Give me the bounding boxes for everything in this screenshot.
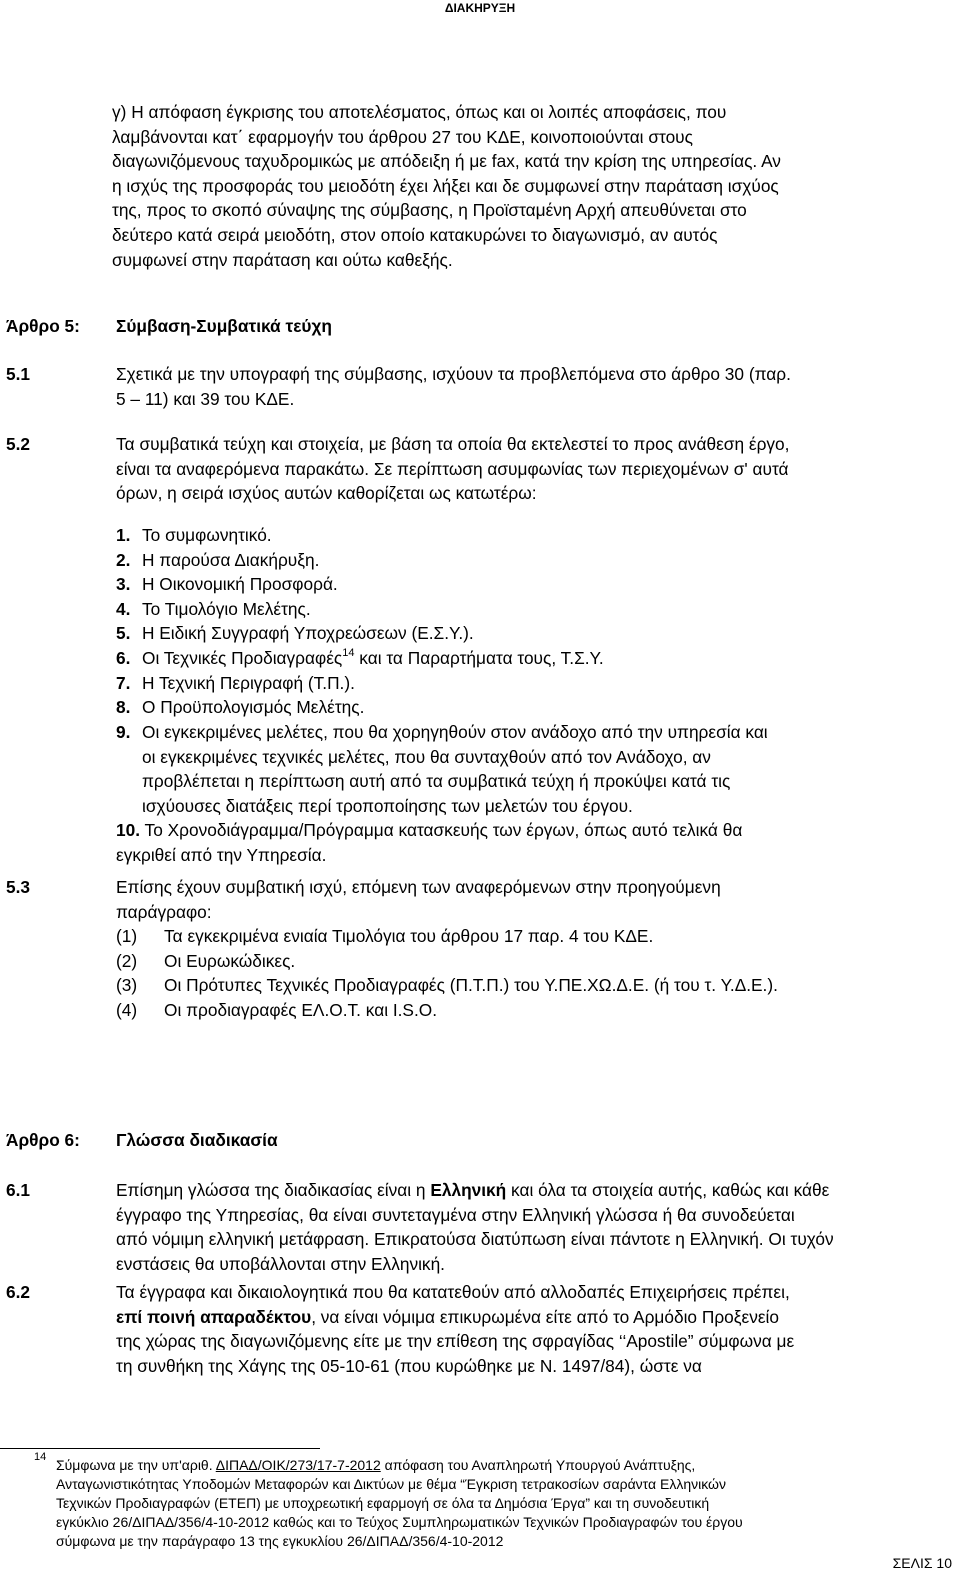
list-item: (3) Οι Πρότυπες Τεχνικές Προδιαγραφές (Π.Τ.Π.) του Υ.ΠΕ.ΧΩ.Δ.Ε. (ή του τ. Υ.Δ.Ε.). (116, 975, 778, 996)
list-item: 7. Η Τεχνική Περιγραφή (Τ.Π.). (116, 672, 355, 693)
article-6-label: Άρθρο 6: (6, 1130, 80, 1150)
section-5-2-number: 5.2 (6, 434, 31, 454)
list-item: 1. Το συμφωνητικό. (116, 525, 272, 545)
intro-line: συμφωνεί στην παράταση και ούτω καθεξής. (112, 249, 453, 270)
list-item: (1) Τα εγκεκριμένα ενιαία Τιμολόγια του άρθρου 17 παρ. 4 του ΚΔΕ. (116, 926, 654, 947)
article-5-title: Σύμβαση-Συμβατικά τεύχη (116, 316, 332, 336)
section-6-2-line: της χώρας της διαγωνιζόμενης είτε με την επίθεση της σφραγίδας ‘‘Apostile” σύμφωνα με (116, 1331, 795, 1352)
list-item: 4. Το Τιμολόγιο Μελέτης. (116, 598, 311, 619)
contract-documents-list (116, 523, 956, 720)
intro-line: η ισχύς της προσφοράς του μειοδότη έχει λήξει και δε συμφωνεί στην παράταση ισχύος (112, 175, 779, 196)
intro-line: λαμβάνονται κατ΄ εφαρμογήν του άρθρου 27 του ΚΔΕ, κοινοποιούνται στους (112, 126, 693, 147)
footnote-line: Τεχνικών Προδιαγραφών (ΕΤΕΠ) με υποχρεωτική εφαρμογή σε όλα τα Δημόσια Έργα” και τη συνοδευτική (56, 1495, 710, 1511)
section-5-3-number: 5.3 (6, 877, 31, 897)
list-item-9-line: οι εγκεκριμένες τεχνικές μελέτες, που θα συνταχθούν από τον Ανάδοχο, αν (142, 746, 711, 767)
section-6-2-line: επί ποινή απαραδέκτου, να είναι νόμιμα επικυρωμένα είτε από το Αρμόδιο Προξενείο (116, 1306, 780, 1327)
section-6-1-line: από νόμιμη ελληνική μετάφραση. Επικρατούσα διατύπωση είναι πάντοτε η Ελληνική. Οι τυχόν (116, 1229, 834, 1250)
section-5-2-line: είναι τα αναφερόμενα παρακάτω. Σε περίπτωση ασυμφωνίας των περιεχομένων σ' αυτά (116, 458, 789, 479)
footnote-line: Ανταγωνιστικότητας Υποδομών Μεταφορών και Δικτύων με θέμα “Έγκριση τετρακοσίων σαράντα Ελληνικών (56, 1476, 726, 1492)
section-6-2-number: 6.2 (6, 1282, 31, 1302)
list-item: 6. Οι Τεχνικές Προδιαγραφές$^{14}$ και τα Παραρτήματα τους, Τ.Σ.Υ. (116, 647, 604, 668)
list-item-9-text (142, 720, 954, 818)
list-item-9-line: προβλέπεται η περίπτωση αυτή από τα συμβατικά τεύχη ή προκύψει κατά τις (142, 771, 731, 792)
list-item: 5. Η Ειδική Συγγραφή Υποχρεώσεων (Ε.Σ.Υ.). (116, 623, 474, 644)
list-item: (2) Οι Ευρωκώδικες. (116, 950, 296, 971)
section-6-1-number: 6.1 (6, 1180, 31, 1200)
list-item-9-number: 9. (116, 722, 131, 742)
footnote-text (56, 1456, 956, 1475)
section-6-2-line: Τα έγγραφα και δικαιολογητικά που θα κατατεθούν από αλλοδαπές Επιχειρήσεις πρέπει, (116, 1282, 790, 1302)
section-5-2-line: Τα συμβατικά τεύχη και στοιχεία, με βάση τα οποία θα εκτελεστεί το προς ανάθεση έργο, (116, 434, 790, 454)
list-item-10 (116, 818, 956, 867)
section-5-1-line: Σχετικά με την υπογραφή της σύμβασης, ισχύουν τα προβλεπόμενα στο άρθρο 30 (παρ. (116, 364, 791, 384)
section-5-1-line: 5 – 11) και 39 του ΚΔΕ. (116, 388, 295, 409)
section-5-3-line: παράγραφο: (116, 901, 212, 922)
footnote-line: εγκύκλιο 26/ΔΙΠΑΔ/356/4-10-2012 καθώς και το Τεύχος Συμπληρωματικών Τεχνικών Προδιαγραφών του έργου (56, 1514, 743, 1530)
article-5-label: Άρθρο 5: (6, 316, 80, 336)
intro-paragraph (112, 100, 952, 272)
section-6-2-text (116, 1280, 956, 1378)
list-item: 2. Η παρούσα Διακήρυξη. (116, 549, 320, 570)
section-6-1-line: ενστάσεις θα υποβάλλονται στην Ελληνική. (116, 1253, 445, 1274)
footnote-mark: 14 (34, 1451, 47, 1463)
section-5-3-line: Επίσης έχουν συμβατική ισχύ, επόμενη των αναφερόμενων στην προηγούμενη (116, 877, 721, 897)
list-item: (4) Οι προδιαγραφές ΕΛ.Ο.Τ. και I.S.O. (116, 999, 438, 1020)
footnote-line: Σύμφωνα με την υπ'αριθ. ΔΙΠΑΔ/ΟΙΚ/273/17-7-2012 απόφαση του Αναπληρωτή Υπουργού Ανάπτυξης, (56, 1457, 696, 1473)
intro-line: διαγωνιζόμενους ταχυδρομικώς με απόδειξη ή με fax, κατά την κρίση της υπηρεσίας. Αν (112, 151, 781, 172)
page-number: ΣΕΛΙΣ 10 (892, 1555, 952, 1571)
section-6-1-text (116, 1178, 956, 1276)
section-5-1-number: 5.1 (6, 364, 31, 384)
section-5-1-text (116, 362, 956, 411)
section-5-3-text (116, 875, 956, 1023)
section-6-1-line: έγγραφο της Υπηρεσίας, θα είναι συντεταγμένα στην Ελληνική γλώσσα ή θα συνοδεύεται (116, 1204, 795, 1225)
list-item: 8. Ο Προϋπολογισμός Μελέτης. (116, 697, 365, 718)
list-item-10-line: εγκριθεί από την Υπηρεσία. (116, 844, 327, 865)
section-6-1-line: Επίσημη γλώσσα της διαδικασίας είναι η Ελληνική και όλα τα στοιχεία αυτής, καθώς και κάθε (116, 1180, 830, 1200)
intro-line: της, προς το σκοπό σύναψης της σύμβασης, η Προϊσταμένη Αρχή απευθύνεται στο (112, 200, 747, 221)
footnote-separator (0, 1448, 320, 1449)
intro-line: γ) Η απόφαση έγκρισης του αποτελέσματος, όπως και οι λοιπές αποφάσεις, που (112, 102, 727, 122)
list-item-10-line: 10. Το Χρονοδιάγραμμα/Πρόγραμμα κατασκευής των έργων, όπως αυτό τελικά θα (116, 820, 743, 840)
list-item: 3. Η Οικονομική Προσφορά. (116, 574, 338, 595)
intro-line: δεύτερο κατά σειρά μειοδότη, στον οποίο κατακυρώνει το διαγωνισμό, αν αυτός (112, 224, 718, 245)
list-item-9-line: Οι εγκεκριμένες μελέτες, που θα χορηγηθούν στον ανάδοχο από την υπηρεσία και (142, 722, 768, 742)
footnote-reference[interactable]: 14 (342, 647, 355, 660)
page-header-title: ΔΙΑΚΗΡΥΞΗ (444, 1, 516, 15)
article-6-title: Γλώσσα διαδικασία (116, 1130, 278, 1150)
footnote-line: σύμφωνα με την παράγραφο 13 της εγκυκλίου 26/ΔΙΠΑΔ/356/4-10-2012 (56, 1533, 504, 1549)
section-5-2-text (116, 432, 956, 506)
section-5-2-line: όρων, η σειρά ισχύος αυτών καθορίζεται ως κατωτέρω: (116, 483, 537, 504)
section-6-2-line: τη συνθήκη της Χάγης της 05-10-61 (που κυρώθηκε με Ν. 1497/84), ώστε να (116, 1355, 702, 1376)
list-item-9-line: ισχύουσες διατάξεις περί τροποποίησης των μελετών του έργου. (142, 795, 633, 816)
